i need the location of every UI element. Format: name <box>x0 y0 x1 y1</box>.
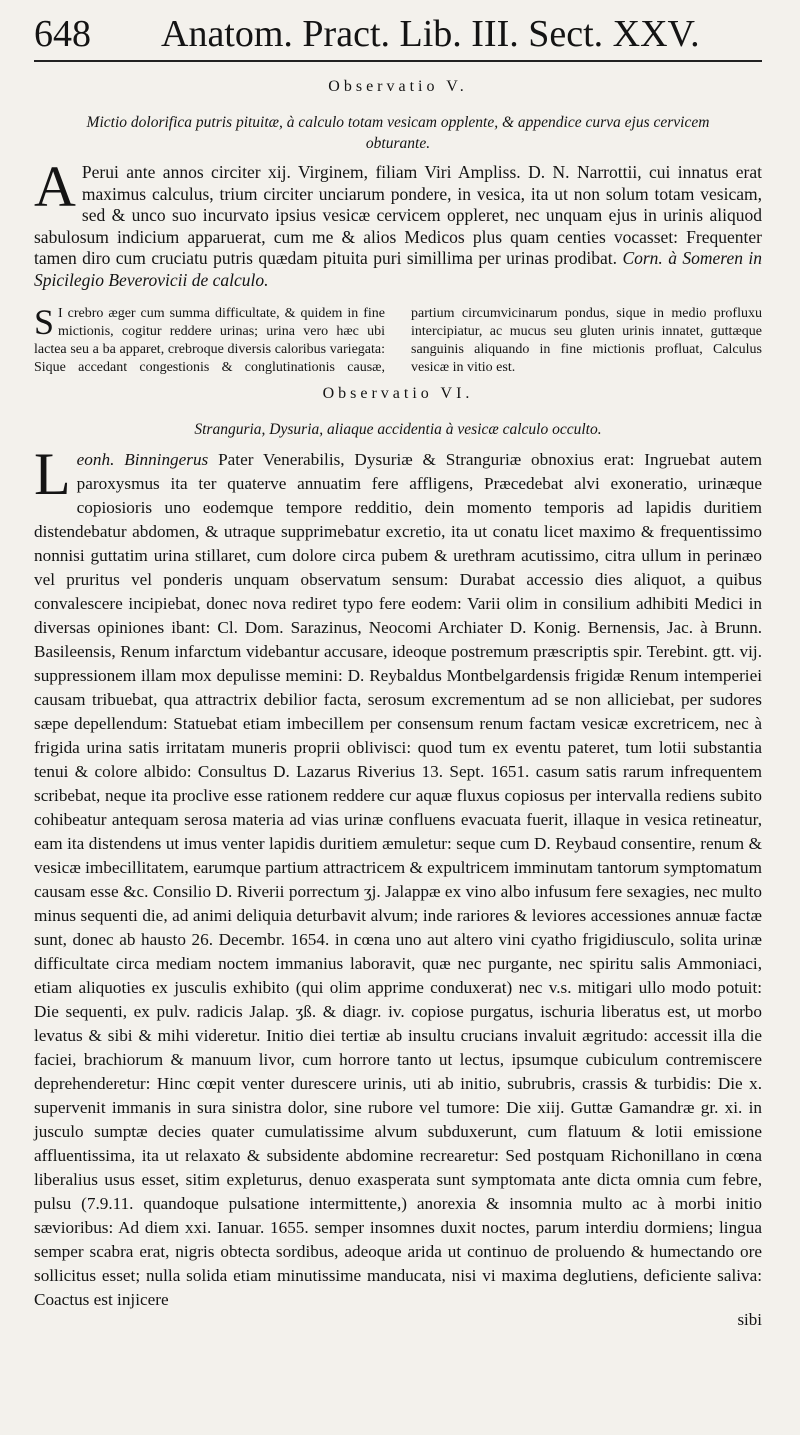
drop-cap: L <box>34 441 71 507</box>
drop-cap: A <box>34 154 76 219</box>
note-drop-cap: S <box>34 302 55 342</box>
patient-name: eonh. Binningerus <box>76 450 209 469</box>
observation-5-body: Perui ante annos circiter xij. Virginem, filiam Viri Ampliss. D. N. Narrottii, cui innatus erat maximus calculus, trium circiter unciarum pondere, in vesica, ita ut non solum totam vesicam, sed & unco suo incurvato ipsius vesicæ cervicem oppleret, nec unquam ejus in urinis aliquod sabulosum indicium apparuerat, cum me & alios Medicos plus quam centies vocasset: Frequenter tamen diro cum cruciatu putris quædam pituita puri simillima per urinas prodibat. <box>34 162 762 268</box>
page-number: 648 <box>34 13 91 55</box>
observation-5-source: Corn. à Someren in Spicilegio Beverovicii de calculo. <box>34 248 762 290</box>
observation-6-text <box>34 441 763 1312</box>
observation-6 <box>34 385 762 1330</box>
note-text: I crebro æger cum summa difficultate, & quidem in fine mictionis, cogitur reddere urinas; urina vero hæc ubi lactea seu a ba apparet, crebroque diversis caloribus variegata: Sique accedant congestionis & conglutinationis causæ, partium circumvicinarum pondus, sique in medio profluxu intercipiatur, ac mucus seu gluten urinis innatet, guttæque sanguinis aliquando in fine mictionis profluat, Calculus vesicæ in vitio est. <box>34 306 762 375</box>
observation-5 <box>34 78 762 377</box>
observation-5-text <box>34 154 762 291</box>
observation-5-subtitle: Mictio dolorifica putris pituitæ, à calculo totam vesicam opplente, & appendice curva ejus cervicem obturante. <box>86 114 710 152</box>
page-header <box>34 12 762 62</box>
observation-6-body: Pater Venerabilis, Dysuriæ & Stranguriæ obnoxius erat: Ingruebat autem paroxysmus ita ter quaterve annuatim fere affligens, Præcedebat alvi exoneratio, urinæque copiosioris uno eodemque tempore redditio, dein momento temporis ad lapidis duritiem distendebatur abdomen, & utraque supprimebatur excretio, ita ut conatu licet maximo & frequentissimo nonnisi guttatim urina stillaret, cum dolore circa pubem & urethram acutissimo, citra ullum in perinæo vel pruritus vel ponderis unquam observatum sensum: Durabat accessio dies aliquot, a quibus convalescere incipiebat, donec nova rediret typo fere eodem: Varii olim in consilium adhibiti Medici in diversas opiniones ibant: Cl. Dom. Sarazinus, Neocomi Archiater D. Konig. Bernensis, Jac. à Brunn. Basileensis, Renum infarctum videbantur accusare, ideoque postremum præscriptis spir. Terebint. gtt. vij. suppressionem illam mox depulisse memini: D. Reybaldus Montbelgardensis frigidæ Renum intemperiei causam tribuebat, qua attractrix debilior facta, serosum excrementum ad se non alliciebat, per sudores sæpe depellendum: Statuebat etiam imbecillem per consensum renum factam vesicæ excretricem, nec à frigida urina satis irritatam muneris proprii oblivisci: quod tum ex eventu pateret, tum lotii substantia tenui & colore albido: Consultus D. Lazarus Riverius 13. Sept. 1651. casum satis rarum infrequentem scribebat, neque ita proclive esse rationem reddere cur aquæ fluxus copiosus per intervalla rediens subito cohibeatur antequam serosa materia ad vias urinæ confluens evacuata fuerit, illaque in vesica retineatur, eam ita distendens ut imus venter lapidis duritiem æmuletur: seque cum D. Reybaud consentire, renum & vesicæ imbecillitatem, earumque partium attractricem & expultricem imminutam tantorum symptomatum causam esse &c. Consilio D. Riverii porrectum ʒj. Jalappæ ex vino albo infusum fere sexagies, nec multo minus sequenti die, ad animi deliquia deturbavit alvum; inde rariores & leviores accessiones annuæ factæ sunt, donec ab hausto 26. Decembr. 1654. in cœna uno aut altero vini cyatho frigidiusculo, solita urinæ difficultate circa mediam noctem immanius laboravit, quæ nec purgante, nec spiritu salis Ammoniaci, etiam aliquoties ex jusculis exhibito (qui olim apprime conduxerat) nec v.s. mitigari ullo modo potuit: Die sequenti, ex pulv. radicis Jalap. ʒß. & diagr. iv. copiose purgatus, ischuria liberatus est, ut morbo levatus & sibi & mihi videretur. Initio diei tertiæ ab insultu crucians invaluit ægritudo: accessit illa die faciei, brachiorum & manuum livor, cum horrore tanto ut lectus, ipsumque cubiculum contremiscere deprehenderetur: Hinc cœpit venter durescere urinis, uti ab initio, subrubris, crassis & turbidis: Die x. supervenit immanis in sura sinistra dolor, sine rubore vel tumore: Die xiij. Guttæ Gamandræ gr. xi. in jusculo sumptæ decies quater cumulatissime alvum subduxerunt, cum flatuum & lotii emissione affluentissima, ita ut relaxato & subsidente abdomine recrearetur: Sed postquam Richonillano in cœna liberalius usus esset, sitim expleturus, denuo exasperata sunt symptomata ante dicta omnia cum febre, pulsu (7.9.11. quandoque pulsatione intermittente,) anorexia & insomnia multo ac à morbi initio sævioribus: Ad diem xxi. Ianuar. 1655. semper insomnes duxit noctes, parum interdiu dormiens; lingua semper scabra erat, nigris obtecta sordibus, adeoque arida ut continuo de proluendo & humectando ore sollicitus esset; nulla solida etiam minutissime manducata, nisi vi maxima deglutiens, deficiente saliva: Coactus est injicere <box>34 450 763 1309</box>
observation-5-heading: Observatio V. <box>328 78 468 95</box>
observation-5-note <box>34 302 762 377</box>
observation-6-heading: Observatio VI. <box>322 385 474 402</box>
running-title: Anatom. Pract. Lib. III. Sect. XXV. <box>161 13 700 55</box>
observation-6-subtitle: Stranguria, Dysuria, aliaque accidentia à vesicæ calculo occulto. <box>194 421 602 438</box>
catchword: sibi <box>737 1310 762 1329</box>
